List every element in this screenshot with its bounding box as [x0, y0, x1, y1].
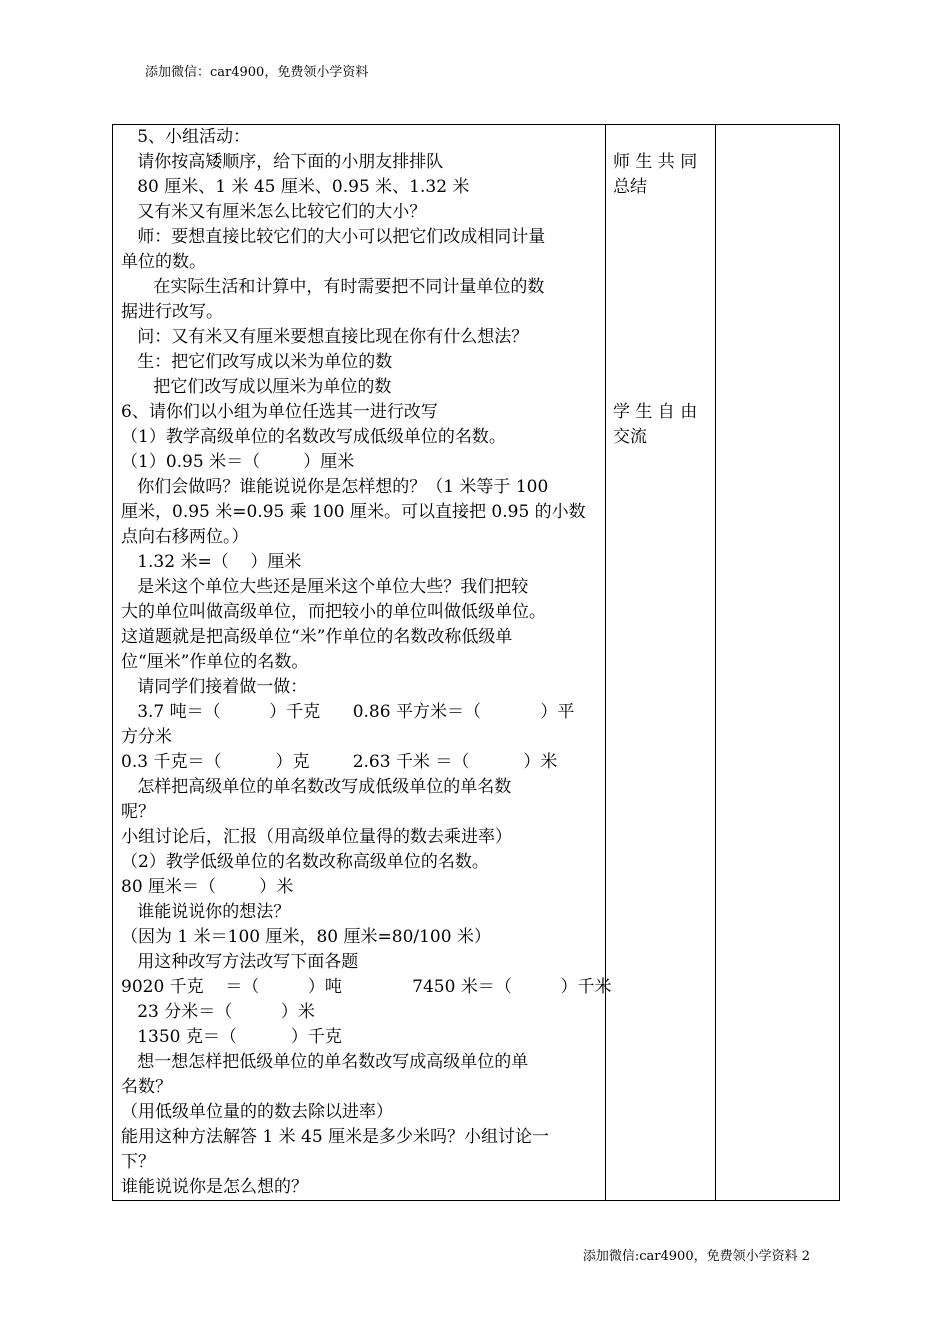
content-line: 这道题就是把高级单位“米”作单位的名数改称低级单 [121, 627, 513, 647]
content-line: 师：要想直接比较它们的大小可以把它们改成相同计量 [121, 227, 546, 247]
content-line: 生：把它们改写成以米为单位的数 [121, 352, 393, 372]
content-line: 用这种改写方法改写下面各题 [121, 952, 359, 972]
lesson-plan-table [112, 124, 840, 1201]
content-line: 5、小组活动： [121, 127, 251, 147]
content-line: 把它们改写成以厘米为单位的数 [121, 377, 392, 397]
content-line: 方分米 [121, 727, 172, 747]
content-line: 大的单位叫做高级单位，而把较小的单位叫做低级单位。 [121, 602, 546, 622]
content-line: 能用这种方法解答 1 米 45 厘米是多少米吗？小组讨论一 [121, 1127, 550, 1147]
content-line: 怎样把高级单位的单名数改写成低级单位的单名数 [121, 777, 512, 797]
content-line: 据进行改写。 [121, 302, 223, 322]
content-line: 谁能说说你的想法？ [121, 902, 291, 922]
side-note-summary [606, 150, 715, 200]
content-line: 位“厘米”作单位的名数。 [121, 652, 309, 672]
content-line: 你们会做吗？谁能说说你是怎样想的？（1 米等于 100 [121, 477, 549, 497]
content-line: 80 厘米＝（ ）米 [121, 877, 294, 897]
content-line: 在实际生活和计算中，有时需要把不同计量单位的数 [121, 277, 545, 297]
table-row [113, 125, 840, 1201]
content-line: （1）0.95 米＝（ ）厘米 [121, 452, 355, 472]
content-line: （1）教学高级单位的名数改写成低级单位的名数。 [121, 427, 506, 447]
content-line: （2）教学低级单位的名数改称高级单位的名数。 [121, 852, 489, 872]
content-line: 下？ [121, 1152, 155, 1172]
content-line: 谁能说说你是怎么想的？ [121, 1177, 308, 1197]
content-line: 请你按高矮顺序，给下面的小朋友排排队 [121, 152, 444, 172]
content-line: （因为 1 米＝100 厘米，80 厘米=80/100 米） [121, 927, 491, 947]
footer-note: 添加微信:car4900，免费领小学资料 2 [582, 1249, 810, 1264]
content-line: 厘米，0.95 米=0.95 乘 100 厘米。可以直接把 0.95 的小数 [121, 502, 586, 522]
side-note-line: 交流 [613, 427, 647, 447]
content-line: 1.32 米=（ ）厘米 [121, 552, 302, 572]
content-line: 名数？ [121, 1077, 172, 1097]
activity-content-cell [113, 125, 612, 1201]
content-line: 1350 克＝（ ）千克 [121, 1027, 342, 1047]
content-line: 单位的数。 [121, 252, 206, 272]
method-cell [606, 125, 716, 1201]
content-line: 又有米又有厘米怎么比较它们的大小？ [121, 202, 427, 222]
content-line: 是米这个单位大些还是厘米这个单位大些？我们把较 [121, 577, 529, 597]
content-line: 80 厘米、1 米 45 厘米、0.95 米、1.32 米 [121, 177, 470, 197]
content-line: 小组讨论后，汇报（用高级单位量得的数去乘进率） [121, 827, 512, 847]
notes-cell [716, 125, 840, 1201]
header-note: 添加微信：car4900，免费领小学资料 [145, 65, 369, 80]
content-line: 0.3 千克＝（ ）克 2.63 千米 ＝（ ）米 [121, 752, 558, 772]
content-line: （用低级单位量的的数去除以进率） [121, 1102, 393, 1122]
side-note-line: 总结 [613, 177, 647, 197]
content-line: 请同学们接着做一做： [121, 677, 308, 697]
content-line: 3.7 吨＝（ ）千克 0.86 平方米＝（ ）平 [121, 702, 575, 722]
side-note-line: 学 生 自 由 [613, 402, 698, 422]
content-line: 问：又有米又有厘米要想直接比现在你有什么想法？ [121, 327, 529, 347]
content-line: 9020 千克 ＝（ ）吨 7450 米＝（ ）千米 [121, 977, 612, 997]
content-line: 想一想怎样把低级单位的单名数改写成高级单位的单 [121, 1052, 529, 1072]
side-note-line: 师 生 共 同 [613, 152, 698, 172]
content-line: 呢？ [121, 802, 155, 822]
content-line: 23 分米＝（ ）米 [121, 1002, 315, 1022]
content-line: 6、请你们以小组为单位任选其一进行改写 [121, 402, 438, 422]
content-line: 点向右移两位。） [121, 527, 249, 547]
activity-content [113, 125, 612, 1200]
side-note-exchange [606, 400, 715, 450]
